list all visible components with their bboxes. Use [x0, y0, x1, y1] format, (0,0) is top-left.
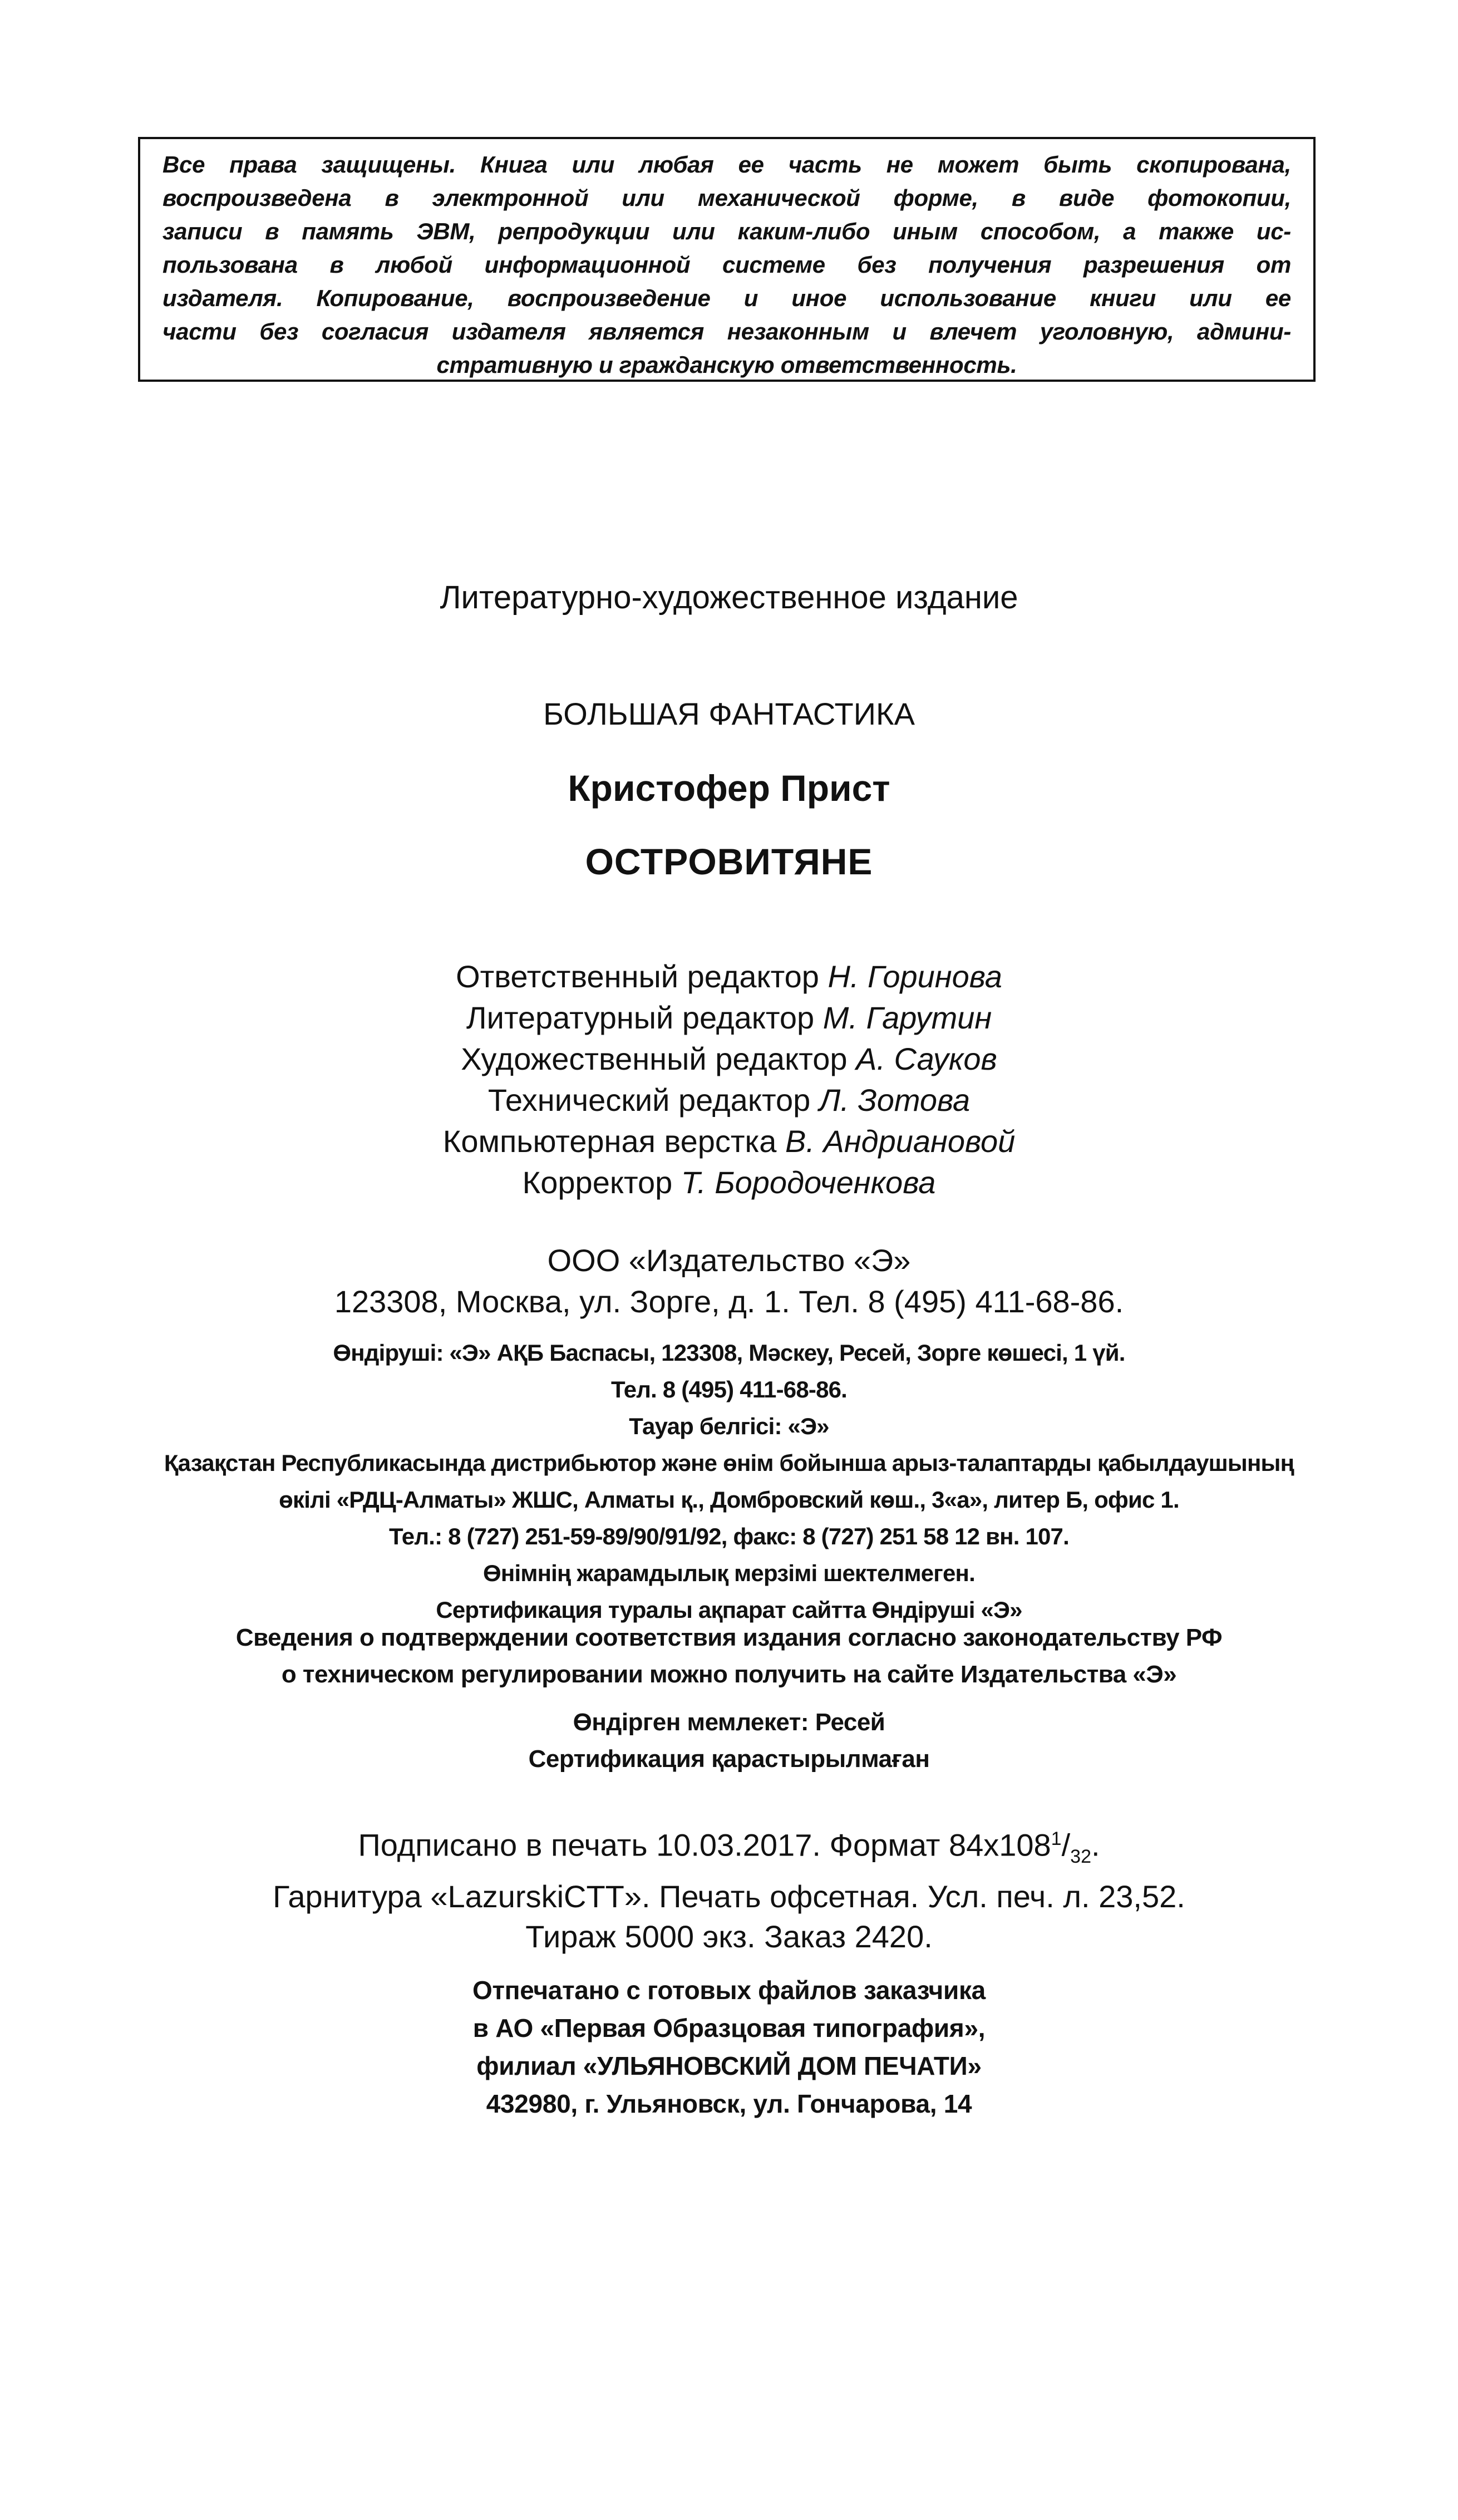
publisher-name: ООО «Издательство «Э»: [547, 1243, 911, 1278]
credit-line: [0, 1080, 1458, 1121]
credit-role: Ответственный редактор: [456, 959, 819, 994]
origin-info: [0, 1704, 1458, 1778]
copyright-line: издателя. Копирование, воспроизведение и иное использование книги или ее: [162, 285, 1291, 311]
credit-person: В. Андриановой: [785, 1124, 1016, 1159]
format-numerator: 1: [1051, 1828, 1062, 1849]
print-format-text: Подписано в печать 10.03.2017. Формат 84x108: [358, 1827, 1051, 1863]
origin-info-line: Сертификация қарастырылмаған: [528, 1745, 930, 1773]
copyright-line: стративную и гражданскую ответственность.: [436, 352, 1017, 378]
kz-info-line: Өндіруші: «Э» АҚБ Баспасы, 123308, Мәскеу, Ресей, Зорге көшесі, 1 үй.: [333, 1340, 1125, 1366]
kz-info-line: Тел. 8 (495) 411-68-86.: [610, 1376, 848, 1402]
print-run-line: Тираж 5000 экз. Заказ 2420.: [525, 1918, 933, 1954]
credit-line: [0, 1121, 1458, 1162]
credit-person: М. Гарутин: [822, 1000, 992, 1035]
series-name: БОЛЬШАЯ ФАНТАСТИКА: [543, 696, 915, 731]
credits-list: [0, 956, 1458, 1203]
credit-role: Литературный редактор: [466, 1000, 815, 1035]
credit-line: [0, 956, 1458, 997]
printer-info: [0, 1971, 1458, 2123]
credit-line: [0, 1038, 1458, 1080]
kz-info-line: өкілі «РДЦ-Алматы» ЖШС, Алматы қ., Домбровский көш., 3«а», литер Б, офис 1.: [279, 1487, 1179, 1513]
format-denominator: 32: [1070, 1845, 1091, 1867]
credit-role: Технический редактор: [487, 1082, 811, 1118]
copyright-line: воспроизведена в электронной или механической форме, в виде фотокопии,: [162, 185, 1291, 211]
credit-role: Компьютерная верстка: [442, 1124, 777, 1159]
certification-info: [0, 1620, 1458, 1693]
kazakh-distributor-info: [0, 1335, 1458, 1628]
kz-info-line: Тауар белгісі: «Э»: [629, 1413, 829, 1439]
copyright-line: Все права защищены. Книга или любая ее часть не может быть скопирована,: [162, 151, 1291, 178]
author-name: Кристофер Прист: [568, 767, 890, 809]
credit-person: Н. Горинова: [827, 959, 1002, 994]
credit-line: [0, 997, 1458, 1038]
kz-info-line: Өнімнің жарамдылық мерзімі шектелмеген.: [483, 1560, 975, 1586]
printer-info-line: Отпечатано с готовых файлов заказчика: [472, 1976, 986, 2005]
edition-type: Литературно-художественное издание: [440, 579, 1018, 616]
copyright-line: записи в память ЭВМ, репродукции или каким-либо иным способом, а также ис-: [162, 218, 1291, 244]
kz-info-line: Сертификация туралы ақпарат сайтта Өндіруші «Э»: [436, 1597, 1022, 1623]
printer-info-line: в АО «Первая Образцовая типография»,: [472, 2014, 986, 2042]
copyright-notice-box: [138, 137, 1316, 382]
publisher-address: 123308, Москва, ул. Зорге, д. 1. Тел. 8 (495) 411-68-86.: [334, 1284, 1124, 1319]
credit-person: Л. Зотова: [819, 1082, 971, 1118]
credit-role: Корректор: [522, 1165, 673, 1200]
copyright-line: части без согласия издателя является незаконным и влечет уголовную, админи-: [162, 318, 1291, 344]
cert-info-line: о техническом регулировании можно получить на сайте Издательства «Э»: [281, 1661, 1177, 1688]
origin-info-line: Өндірген мемлекет: Ресей: [573, 1709, 885, 1736]
print-format-line: Подписано в печать 10.03.2017. Формат $84x108^1/_{32}$.: [358, 1827, 1100, 1867]
printer-info-line: 432980, г. Ульяновск, ул. Гончарова, 14: [486, 2089, 972, 2118]
copyright-line: пользована в любой информационной системе без получения разрешения от: [162, 252, 1291, 278]
kz-info-line: Тел.: 8 (727) 251-59-89/90/91/92, факс: 8 (727) 251 58 12 вн. 107.: [389, 1523, 1069, 1549]
print-format-end: .: [1091, 1827, 1100, 1863]
credit-line: [0, 1162, 1458, 1203]
print-typeface-line: Гарнитура «LazurskiCTT». Печать офсетная. Усл. печ. л. 23,52.: [273, 1878, 1185, 1914]
printer-info-line: филиал «УЛЬЯНОВСКИЙ ДОМ ПЕЧАТИ»: [476, 2051, 982, 2080]
book-title: ОСТРОВИТЯНЕ: [585, 841, 873, 882]
credit-person: Т. Бородоченкова: [681, 1165, 936, 1200]
credit-person: А. Сауков: [856, 1041, 997, 1076]
cert-info-line: Сведения о подтверждении соответствия издания согласно законодательству РФ: [235, 1624, 1223, 1651]
credit-role: Художественный редактор: [461, 1041, 848, 1076]
publisher-info: [0, 1240, 1458, 1322]
print-info: [0, 1819, 1458, 1957]
kz-info-line: Қазақстан Республикасында дистрибьютор және өнім бойынша арыз-талаптарды қабылдаушының: [164, 1450, 1294, 1476]
